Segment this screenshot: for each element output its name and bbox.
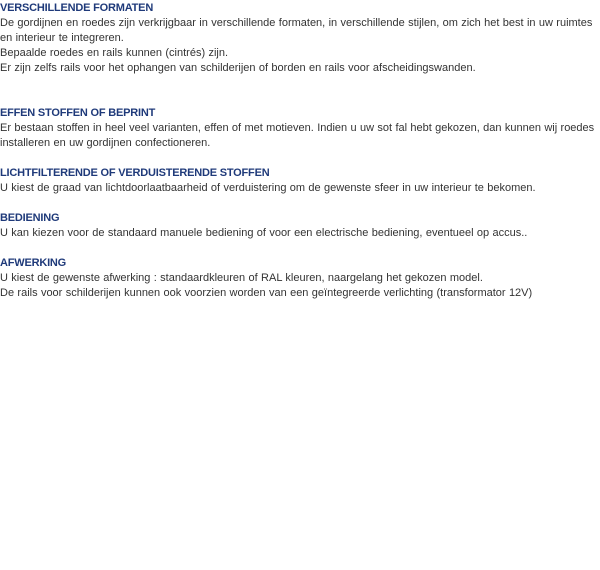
section-afwerking: [0, 256, 600, 301]
spacer: [0, 196, 600, 211]
paragraph-line: De rails voor schilderijen kunnen ook voorzien worden van een geïntegreerde verlichting (transformator 12V): [0, 287, 533, 299]
paragraph-line: De gordijnen en roedes zijn verkrijgbaar in verschillende formaten, in verschillende stijlen, om zich het best in uw ruimtes en interieur te integreren.: [0, 17, 593, 44]
paragraph-line: Bepaalde roedes en rails kunnen (cintrés) zijn.: [0, 47, 229, 59]
paragraph-line: U kiest de gewenste afwerking : standaardkleuren of RAL kleuren, naargelang het gekozen model.: [0, 272, 483, 284]
section-heading: VERSCHILLENDE FORMATEN: [0, 2, 154, 14]
spacer: [0, 241, 600, 256]
section-bediening: [0, 211, 600, 241]
section-effen-stoffen: [0, 106, 600, 151]
section-heading: AFWERKING: [0, 257, 67, 269]
paragraph-line: Er zijn zelfs rails voor het ophangen van schilderijen of borden en rails voor afscheidingswanden.: [0, 62, 476, 74]
spacer: [0, 76, 600, 106]
section-heading: EFFEN STOFFEN OF BEPRINT: [0, 107, 156, 119]
section-verschillende-formaten: [0, 1, 600, 76]
section-heading: BEDIENING: [0, 212, 60, 224]
section-lichtfilterende: [0, 166, 600, 196]
paragraph-line: U kan kiezen voor de standaard manuele bediening of voor een electrische bediening, eventueel op accus..: [0, 227, 528, 239]
section-heading: LICHTFILTERENDE OF VERDUISTERENDE STOFFEN: [0, 167, 270, 179]
article-content: [0, 1, 600, 301]
paragraph-line: Er bestaan stoffen in heel veel varianten, effen of met motieven. Indien u uw sot fal hebt gekozen, dan kunnen wij roedes installeren en uw gordijnen confectioneren.: [0, 122, 595, 149]
paragraph-line: U kiest de graad van lichtdoorlaatbaarheid of verduistering om de gewenste sfeer in uw interieur te bekomen.: [0, 182, 536, 194]
spacer: [0, 151, 600, 166]
